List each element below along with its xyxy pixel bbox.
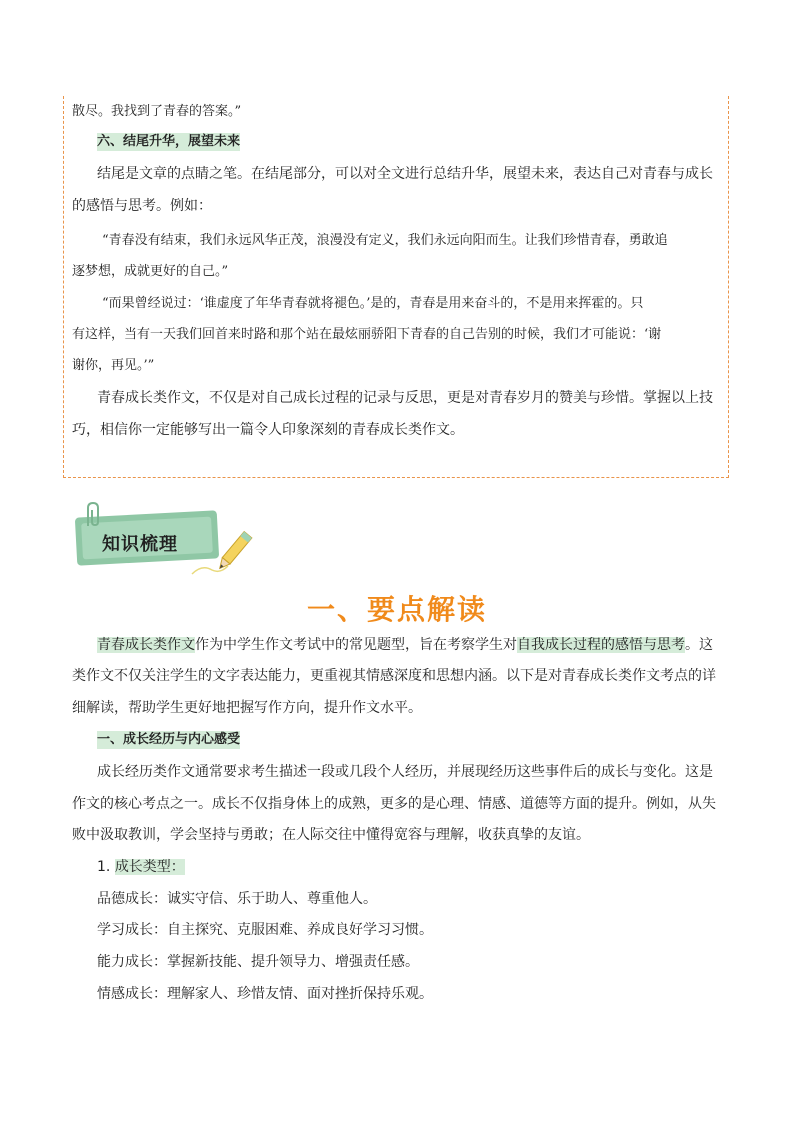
highlight-term: 青春成长类作文 bbox=[97, 637, 195, 653]
intro-line-1 bbox=[97, 636, 713, 654]
intro-text: 作为中学生作文考试中的常见题型，旨在考察学生对 bbox=[195, 637, 517, 653]
paperclip-icon bbox=[80, 500, 106, 530]
paragraph-line: 成长经历类作文通常要求考生描述一段或几段个人经历，并展现经历这些事件后的成长与变化。这是 bbox=[97, 764, 713, 780]
quote-line: 逐梦想，成就更好的自己。” bbox=[72, 264, 229, 279]
list-heading bbox=[97, 858, 185, 876]
paragraph-line: 败中汲取教训，学会坚持与勇敢；在人际交往中懂得宽容与理解，收获真挚的友谊。 bbox=[72, 827, 590, 843]
section-heading-1: 一、成长经历与内心感受 bbox=[97, 732, 241, 747]
badge-label: 知识梳理 bbox=[102, 534, 178, 555]
paragraph-line: 的感悟与思考。例如： bbox=[72, 198, 212, 214]
intro-text: 。这 bbox=[685, 637, 713, 653]
list-number: 1. bbox=[97, 859, 111, 875]
quote-line: 谢你，再见。’” bbox=[72, 358, 155, 373]
doodle-line-icon bbox=[190, 560, 230, 578]
paragraph-line: 作文的核心考点之一。成长不仅指身体上的成熟，更多的是心理、情感、道德等方面的提升。例如，从失 bbox=[72, 796, 716, 812]
paragraph-line: 巧，相信你一定能够写出一篇令人印象深刻的青春成长类作文。 bbox=[72, 422, 464, 438]
intro-line: 细解读，帮助学生更好地把握写作方向，提升作文水平。 bbox=[72, 700, 422, 716]
list-item: 情感成长：理解家人、珍惜友情、面对挫折保持乐观。 bbox=[97, 986, 433, 1002]
continued-quote-line: 散尽。我找到了青春的答案。” bbox=[72, 104, 242, 119]
quote-line: “而果曾经说过：‘谁虚度了年华青春就将褪色。’是的，青春是用来奋斗的，不是用来挥霍的。只 bbox=[102, 296, 644, 311]
page-title: 一、要点解读 bbox=[306, 593, 487, 626]
highlight-term: 自我成长过程的感悟与思考 bbox=[517, 637, 685, 653]
list-item: 能力成长：掌握新技能、提升领导力、增强责任感。 bbox=[97, 954, 419, 970]
intro-line: 类作文不仅关注学生的文字表达能力，更重视其情感深度和思想内涵。以下是对青春成长类作文考点的详 bbox=[72, 668, 716, 684]
quote-line: 有这样，当有一天我们回首来时路和那个站在最炫丽骄阳下青春的自己告别的时候，我们才可能说：‘谢 bbox=[72, 327, 662, 342]
list-item: 学习成长：自主探究、克服困难、养成良好学习习惯。 bbox=[97, 922, 433, 938]
section-heading-6: 六、结尾升华，展望未来 bbox=[97, 134, 241, 149]
paragraph-line: 青春成长类作文，不仅是对自己成长过程的记录与反思，更是对青春岁月的赞美与珍惜。掌握以上技 bbox=[97, 390, 713, 406]
list-label: 成长类型： bbox=[114, 859, 185, 875]
quote-line: “青春没有结束，我们永远风华正茂，浪漫没有定义，我们永远向阳而生。让我们珍惜青春，勇敢追 bbox=[102, 233, 668, 248]
paragraph-line: 结尾是文章的点睛之笔。在结尾部分，可以对全文进行总结升华，展望未来，表达自己对青春与成长 bbox=[97, 166, 713, 182]
list-item: 品德成长：诚实守信、乐于助人、尊重他人。 bbox=[97, 891, 377, 907]
